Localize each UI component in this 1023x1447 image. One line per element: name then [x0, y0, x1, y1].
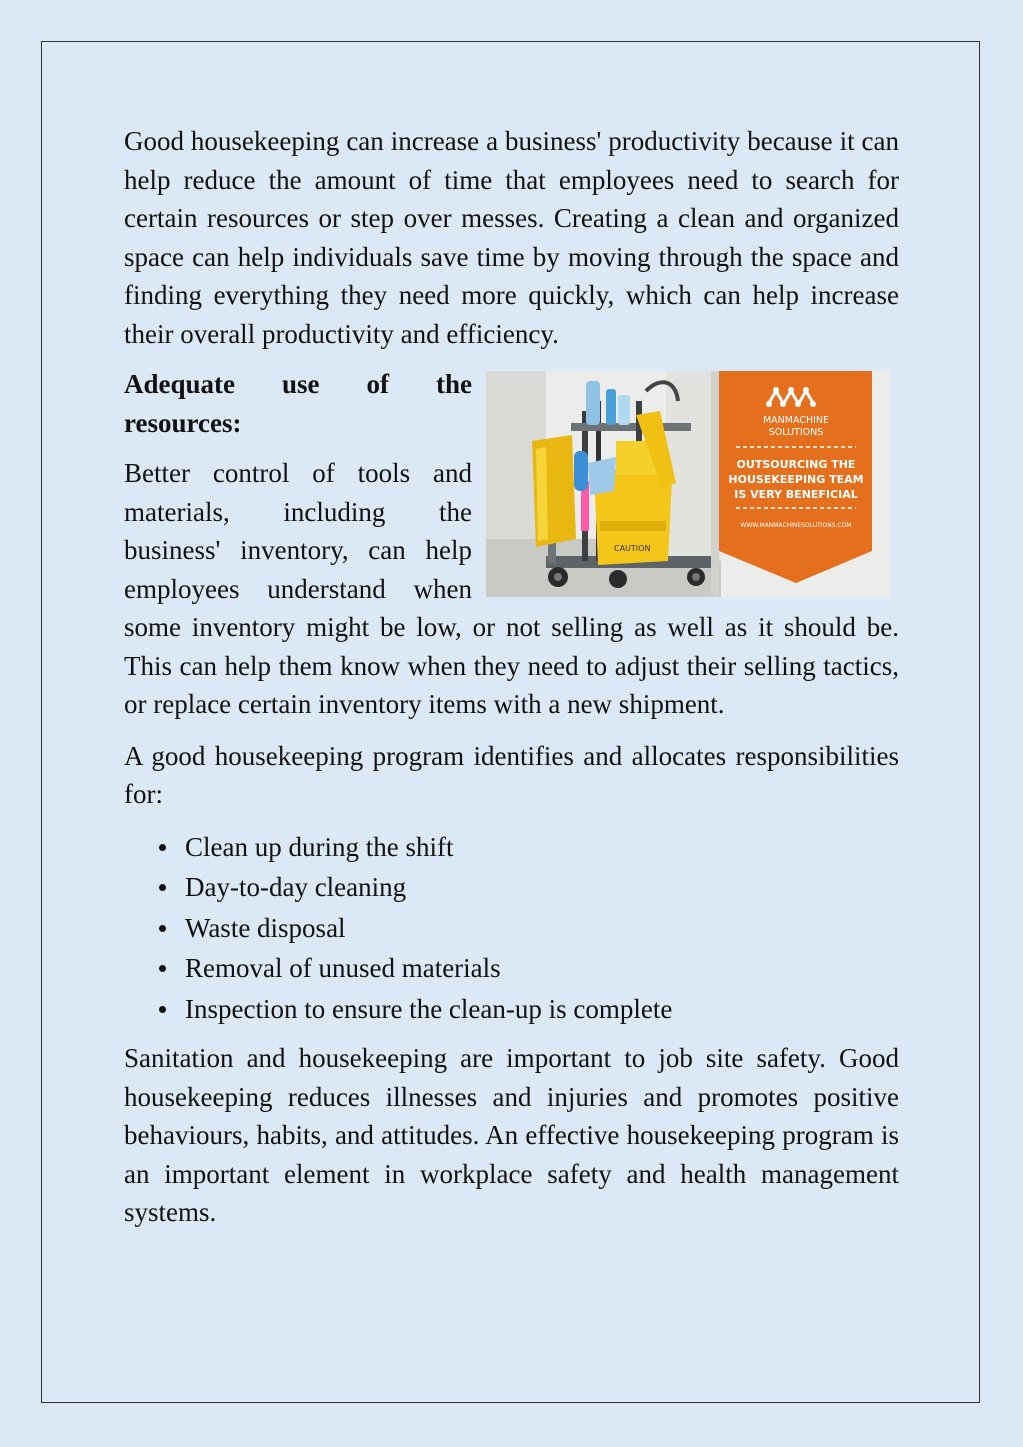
logo-name-line1: MANMACHINE — [762, 415, 830, 426]
intro-paragraph: Good housekeeping can increase a business' productivity because it can help reduce the amount of time that employees need to search for certain resources or step over messes. Creating a clean and organized space can help individuals save time by moving through the space and finding everything they need more quickly, which can help increase their overall productivity and efficiency. — [124, 126, 899, 349]
cart-caution-label: CAUTION — [614, 544, 651, 553]
housekeeping-promo-image — [486, 371, 890, 597]
list-item: Inspection to ensure the clean-up is complete — [157, 989, 899, 1030]
resources-heading: Adequate use of the resources: — [124, 369, 472, 438]
program-intro-paragraph: A good housekeeping program identifies and allocates responsibilities for: — [124, 740, 899, 809]
list-item: Clean up during the shift — [157, 827, 899, 868]
closing-paragraph: Sanitation and housekeeping are important to job site safety. Good housekeeping reduces illnesses and injuries and promotes positive behaviours, habits, and attitudes. An effective housekeeping program is an important element in workplace safety and health management systems. — [124, 1043, 899, 1227]
resources-paragraph: Better control of tools and materials, including the business' inventory, can help employees understand when some inventory might be low, or not selling as well as it should be. This can help them know when they need to adjust their selling tactics, or replace certain inventory items with a new shipment. — [124, 458, 899, 719]
banner-line2: HOUSEKEEPING TEAM — [728, 473, 864, 486]
list-item: Day-to-day cleaning — [157, 867, 899, 908]
banner-line1: OUTSOURCING THE — [736, 458, 856, 471]
document-content — [124, 122, 899, 1245]
banner-line3: IS VERY BENEFICIAL — [734, 488, 858, 501]
responsibilities-list — [124, 827, 899, 1030]
banner-website: WWW.MANMACHINESOLUTIONS.COM — [740, 522, 852, 529]
list-item: Removal of unused materials — [157, 948, 899, 989]
list-item: Waste disposal — [157, 908, 899, 949]
logo-name-line2: SOLUTIONS — [768, 427, 824, 438]
